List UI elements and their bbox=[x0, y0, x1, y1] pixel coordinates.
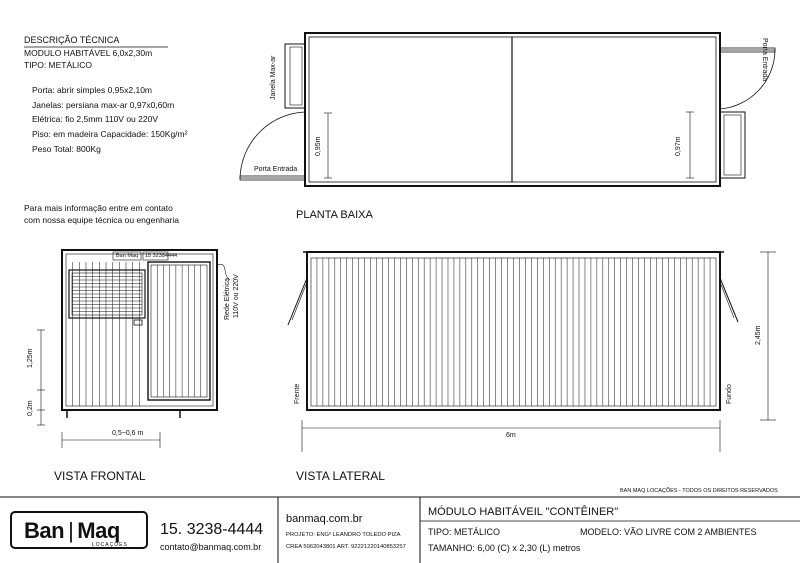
floor-plan bbox=[240, 33, 775, 186]
email: contato@banmaq.com.br bbox=[160, 542, 262, 552]
footer-title: MÓDULO HABITÁVEIL "CONTÊINER" bbox=[428, 506, 619, 518]
plan-door-label-right: Porta Entrada bbox=[761, 38, 768, 82]
tech-door: Porta: abrir simples 0,95x2,10m bbox=[32, 85, 152, 95]
side-front-label: Frente bbox=[294, 383, 301, 404]
tech-electric: Elétrica: fio 2,5mm 110V ou 220V bbox=[32, 114, 158, 124]
tech-type: TIPO: METÁLICO bbox=[24, 60, 93, 70]
footer-size: TAMANHO: 6,00 (C) x 2,30 (L) metros bbox=[428, 543, 581, 553]
tech-heading: DESCRIÇÃO TÉCNICA bbox=[24, 35, 120, 45]
tech-floor: Piso: em madeira Capacidade: 150Kg/m² bbox=[32, 129, 188, 139]
front-electric-note-2: 110V ou 220V bbox=[233, 274, 240, 318]
front-plate: Ban Maq bbox=[116, 253, 139, 259]
side-back-label: Fundo bbox=[726, 384, 733, 404]
logo-left: Ban bbox=[24, 518, 65, 543]
phone: 15. 3238-4444 bbox=[160, 521, 264, 538]
logo-sub: LOCAÇÕES bbox=[92, 542, 128, 548]
front-dim-width: 0,5~0,6 m bbox=[112, 430, 144, 437]
front-view bbox=[37, 250, 230, 448]
brand-logo bbox=[10, 511, 148, 549]
front-plate-id: 15 32384444 bbox=[145, 253, 178, 259]
plan-dim-window: 0,97m bbox=[675, 136, 682, 156]
tech-info-2: com nossa equipe técnica ou engenharia bbox=[24, 215, 179, 225]
site: banmaq.com.br bbox=[286, 513, 363, 525]
footer-model: MODELO: VÃO LIVRE COM 2 AMBIENTES bbox=[580, 527, 757, 537]
side-view bbox=[288, 252, 776, 452]
side-dim-length: 6m bbox=[506, 432, 516, 439]
plan-title: PLANTA BAIXA bbox=[296, 209, 373, 221]
side-title: VISTA LATERAL bbox=[296, 469, 385, 483]
plan-door-label: Porta Entrada bbox=[254, 166, 298, 173]
plan-window-label: Janela Max-ar bbox=[270, 55, 277, 100]
footer-type: TIPO: METÁLICO bbox=[428, 527, 501, 537]
tech-windows: Janelas: persiana max-ar 0,97x0,60m bbox=[32, 100, 175, 110]
front-dim-height: 1,25m bbox=[27, 348, 34, 368]
crea: CREA 5062043801 ART. 92221220140853257 bbox=[286, 544, 406, 550]
logo-right: Maq bbox=[77, 518, 120, 543]
tech-weight: Peso Total: 800Kg bbox=[32, 144, 101, 154]
plan-dim-door: 0,95m bbox=[315, 136, 322, 156]
front-electric-note-1: Rede Elétrica bbox=[224, 277, 231, 320]
front-dim-base: 0,2m bbox=[27, 400, 34, 416]
copyright: BAN MAQ LOCAÇÕES - TODOS OS DIREITOS RESERVADOS bbox=[620, 488, 778, 494]
tech-info-1: Para mais informação entre em contato bbox=[24, 203, 173, 213]
tech-model: MODULO HABITÁVEL 6,0x2,30m bbox=[24, 48, 153, 58]
logo-divider: | bbox=[68, 518, 74, 543]
front-title: VISTA FRONTAL bbox=[54, 469, 146, 483]
side-dim-height: 2,45m bbox=[755, 325, 762, 345]
project: PROJETO: ENGº LEANDRO TOLEDO PIZA bbox=[286, 532, 401, 538]
